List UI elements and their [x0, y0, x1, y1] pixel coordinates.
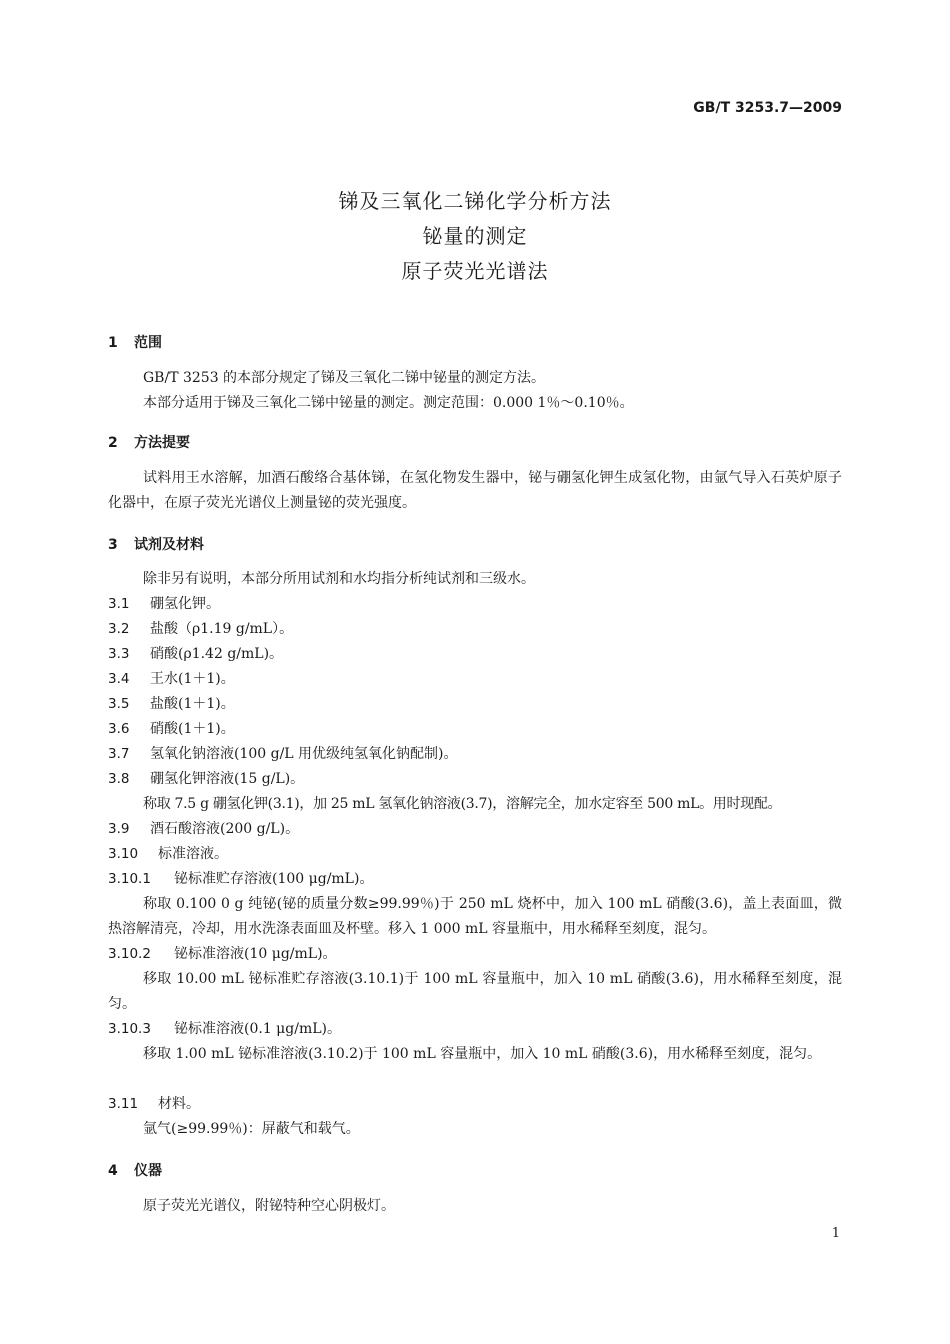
- standard-number: GB/T 3253.7—2009: [693, 100, 842, 116]
- item-text: 酒石酸溶液(200 g/L)。: [150, 821, 300, 837]
- item-3-8-para: 称取 7.5 g 硼氢化钾(3.1)，加 25 mL 氢氧化钠溶液(3.7)，溶解完全，加水定容至 500 mL。用时现配。: [143, 796, 782, 812]
- section-3-heading: [108, 534, 204, 554]
- section-1-para-1: GB/T 3253 的本部分规定了锑及三氧化二锑中铋量的测定方法。: [143, 370, 546, 386]
- item-3-10: [108, 842, 228, 867]
- item-number: 3.9: [108, 821, 130, 837]
- item-number: 3.6: [108, 721, 130, 737]
- item-text: 标准溶液。: [158, 846, 228, 862]
- item-number: 3.3: [108, 646, 130, 662]
- item-text: 硼氢化钾溶液(15 g/L)。: [150, 771, 305, 787]
- section-2-para-1: 试料用王水溶解，加酒石酸络合基体锑，在氢化物发生器中，铋与硼氢化钾生成氢化物，由氩气导入石英炉原子化器中，在原子荧光光谱仪上测量铋的荧光强度。: [108, 470, 842, 511]
- item-3-5: [108, 692, 235, 717]
- item-text: 硝酸(1＋1)。: [150, 721, 235, 737]
- item-3-10-1: [108, 867, 373, 892]
- item-3-10-1-para: 称取 0.100 0 g 纯铋(铋的质量分数≥99.99％)于 250 mL 烧杯中，加入 100 mL 硝酸(3.6)，盖上表面皿，微热溶解清亮，冷却，用水洗涤表面皿及杯壁。移入 1 000 mL 容量瓶中，用水稀释至刻度，混匀。: [108, 896, 842, 937]
- item-number: 3.10: [108, 846, 139, 862]
- item-text: 铋标准溶液(10 μg/mL)。: [174, 946, 337, 962]
- item-text: 氢氧化钠溶液(100 g/L 用优级纯氢氧化钠配制)。: [150, 746, 458, 762]
- item-number: 3.10.1: [108, 871, 151, 887]
- item-3-10-3: [108, 1017, 341, 1042]
- title-line-1: 锑及三氧化二锑化学分析方法: [338, 189, 612, 213]
- item-number: 3.1: [108, 596, 130, 612]
- item-3-8: [108, 767, 304, 792]
- item-text: 铋标准溶液(0.1 μg/mL)。: [174, 1021, 341, 1037]
- section-3-number: 3: [108, 537, 118, 553]
- item-3-10-3-para: 移取 1.00 mL 铋标准溶液(3.10.2)于 100 mL 容量瓶中，加入 10 mL 硝酸(3.6)，用水稀释至刻度，混匀。: [143, 1046, 822, 1062]
- title-line-2: 铋量的测定: [422, 224, 528, 248]
- item-3-2: [108, 617, 293, 642]
- section-1-number: 1: [108, 335, 118, 351]
- section-4-title: 仪器: [134, 1163, 162, 1179]
- section-1-heading: [108, 332, 162, 352]
- item-number: 3.8: [108, 771, 130, 787]
- item-text: 王水(1＋1)。: [150, 671, 235, 687]
- item-text: 铋标准贮存溶液(100 μg/mL)。: [174, 871, 374, 887]
- section-2-heading: [108, 432, 190, 452]
- section-1-title: 范围: [134, 335, 162, 351]
- item-number: 3.4: [108, 671, 130, 687]
- section-3-intro: 除非另有说明，本部分所用试剂和水均指分析纯试剂和三级水。: [143, 571, 535, 587]
- item-3-3: [108, 642, 283, 667]
- item-number: 3.10.3: [108, 1021, 151, 1037]
- section-4-para-1: 原子荧光光谱仪，附铋特种空心阴极灯。: [143, 1198, 395, 1214]
- item-3-4: [108, 667, 235, 692]
- item-3-9: [108, 817, 299, 842]
- item-text: 盐酸（ρ1.19 g/mL）。: [150, 621, 294, 637]
- item-3-6: [108, 717, 235, 742]
- section-3-title: 试剂及材料: [134, 537, 204, 553]
- section-4-heading: [108, 1160, 162, 1180]
- section-2-number: 2: [108, 435, 118, 451]
- item-number: 3.7: [108, 746, 130, 762]
- item-3-11: [108, 1092, 200, 1117]
- section-4-number: 4: [108, 1163, 118, 1179]
- item-number: 3.5: [108, 696, 130, 712]
- section-2-title: 方法提要: [134, 435, 190, 451]
- page-number: 1: [831, 1226, 840, 1241]
- item-text: 硼氢化钾。: [150, 596, 220, 612]
- item-text: 材料。: [158, 1096, 200, 1112]
- title-line-3: 原子荧光光谱法: [401, 259, 549, 283]
- item-3-1: [108, 592, 220, 617]
- item-number: 3.10.2: [108, 946, 151, 962]
- item-number: 3.11: [108, 1096, 139, 1112]
- item-number: 3.2: [108, 621, 130, 637]
- item-3-10-2-para: 移取 10.00 mL 铋标准贮存溶液(3.10.1)于 100 mL 容量瓶中，加入 10 mL 硝酸(3.6)，用水稀释至刻度，混匀。: [108, 971, 842, 1012]
- item-3-11-para: 氩气(≥99.99％)：屏蔽气和载气。: [143, 1121, 360, 1137]
- section-1-para-2: 本部分适用于锑及三氧化二锑中铋量的测定。测定范围：0.000 1％～0.10％。: [143, 395, 634, 411]
- item-text: 硝酸(ρ1.42 g/mL)。: [150, 646, 284, 662]
- item-3-7: [108, 742, 458, 767]
- item-text: 盐酸(1＋1)。: [150, 696, 235, 712]
- item-3-10-2: [108, 942, 337, 967]
